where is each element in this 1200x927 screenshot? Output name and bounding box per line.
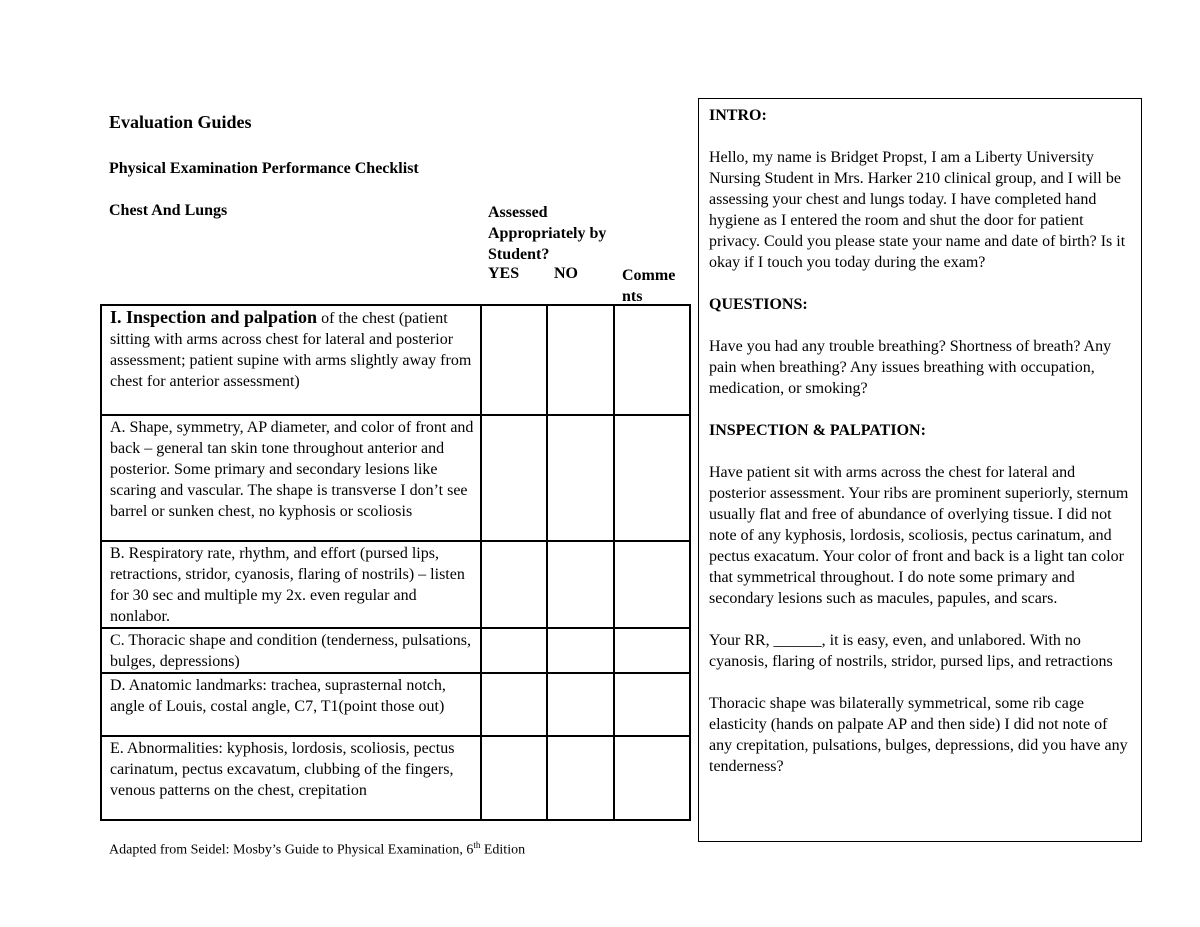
yes-cell[interactable] xyxy=(481,415,547,541)
yes-cell[interactable] xyxy=(481,736,547,820)
page-title: Evaluation Guides xyxy=(109,112,252,132)
footnote-end: Edition xyxy=(480,842,526,858)
rr-prefix: Your RR, xyxy=(709,632,774,649)
item-cell xyxy=(101,415,481,541)
comments-cell[interactable] xyxy=(614,673,690,736)
item-cell xyxy=(101,305,481,415)
questions-heading: QUESTIONS: xyxy=(709,296,808,313)
intro-text: Hello, my name is Bridget Propst, I am a Liberty University Nursing Student in Mrs. Harker 210 clinical group, and I will be assessing your chest and lungs today. I have completed hand hygiene as I entered the room and shut the door for patient privacy. Could you please state your name and date of birth? Is it okay if I touch you today during the exam? xyxy=(709,149,1126,271)
table-row xyxy=(101,628,690,673)
item-cell xyxy=(101,541,481,628)
script-text-box xyxy=(698,98,1142,842)
item-cell xyxy=(101,628,481,673)
no-cell[interactable] xyxy=(547,673,614,736)
section-label: Chest And Lungs xyxy=(109,202,228,219)
table-row xyxy=(101,736,690,820)
inspection-heading: INSPECTION & PALPATION: xyxy=(709,422,926,439)
comments-cell[interactable] xyxy=(614,736,690,820)
row-text: B. Respiratory rate, rhythm, and effort (pursed lips, retractions, stridor, cyanosis, flaring of nostrils) – listen for 30 sec and multiple my 2x. even regular and nonlabor. xyxy=(110,545,465,625)
source-footnote xyxy=(109,840,525,859)
no-cell[interactable] xyxy=(547,541,614,628)
rr-blank: ______ xyxy=(773,632,822,649)
table-row xyxy=(101,305,690,415)
no-cell[interactable] xyxy=(547,736,614,820)
row-text: of the chest (patient sitting with arms across chest for lateral and posterior assessment; patient supine with arms slightly away from chest for anterior assessment) xyxy=(110,310,472,390)
intro-heading: INTRO: xyxy=(709,107,767,124)
no-cell[interactable] xyxy=(547,415,614,541)
comments-header: Comments xyxy=(622,267,676,305)
table-row xyxy=(101,541,690,628)
table-row xyxy=(101,673,690,736)
yes-cell[interactable] xyxy=(481,673,547,736)
yes-cell[interactable] xyxy=(481,305,547,415)
table-row xyxy=(101,415,690,541)
no-header: NO xyxy=(554,265,578,282)
yes-cell[interactable] xyxy=(481,628,547,673)
item-cell xyxy=(101,736,481,820)
yes-cell[interactable] xyxy=(481,541,547,628)
row-heading: I. Inspection and palpation xyxy=(110,307,318,327)
no-cell[interactable] xyxy=(547,628,614,673)
footnote-superscript: th xyxy=(473,840,481,850)
row-text: E. Abnormalities: kyphosis, lordosis, scoliosis, pectus carinatum, pectus excavatum, clubbing of the fingers, venous patterns on the chest, crepitation xyxy=(110,740,455,799)
thoracic-text: Thoracic shape was bilaterally symmetrical, some rib cage elasticity (hands on palpate AP and then side) I did not note of any crepitation, pulsations, bulges, depressions, did you have any tenderness? xyxy=(709,695,1128,775)
footnote-text: Adapted from Seidel: Mosby’s Guide to Physical Examination, 6 xyxy=(109,842,474,858)
inspection-text: Have patient sit with arms across the chest for lateral and posterior assessment. Your ribs are prominent superiorly, sternum usually flat and free of abundance of overlying tissue. I did not note of any kyphosis, lordosis, scoliosis, pectus carinatum, and pectus exacatum. Your color of front and back is a light tan color that symmetrical throughout. I do note some primary and secondary lesions such as macules, papules, and scars. xyxy=(709,464,1129,607)
item-cell xyxy=(101,673,481,736)
assessed-header: Assessed Appropriately by Student? xyxy=(488,204,607,263)
no-cell[interactable] xyxy=(547,305,614,415)
checklist-title: Physical Examination Performance Checklist xyxy=(109,160,419,177)
questions-text: Have you had any trouble breathing? Shortness of breath? Any pain when breathing? Any issues breathing with occupation, medication, or smoking? xyxy=(709,338,1112,397)
respiratory-rate-text xyxy=(709,630,1131,672)
comments-cell[interactable] xyxy=(614,628,690,673)
checklist-table xyxy=(100,304,691,821)
rr-suffix: , it is easy, even, and unlabored. With no cyanosis, flaring of nostrils, stridor, pursed lips, and retractions xyxy=(709,632,1113,670)
yes-header: YES xyxy=(488,265,520,282)
comments-cell[interactable] xyxy=(614,541,690,628)
row-text: C. Thoracic shape and condition (tenderness, pulsations, bulges, depressions) xyxy=(110,632,471,670)
comments-cell[interactable] xyxy=(614,415,690,541)
comments-cell[interactable] xyxy=(614,305,690,415)
row-text: A. Shape, symmetry, AP diameter, and color of front and back – general tan skin tone throughout anterior and posterior. Some primary and secondary lesions like scaring and vascular. The shape is transverse I don’t see barrel or sunken chest, no kyphosis or scoliosis xyxy=(110,419,474,520)
row-text: D. Anatomic landmarks: trachea, suprasternal notch, angle of Louis, costal angle, C7, T1(point those out) xyxy=(110,677,446,715)
